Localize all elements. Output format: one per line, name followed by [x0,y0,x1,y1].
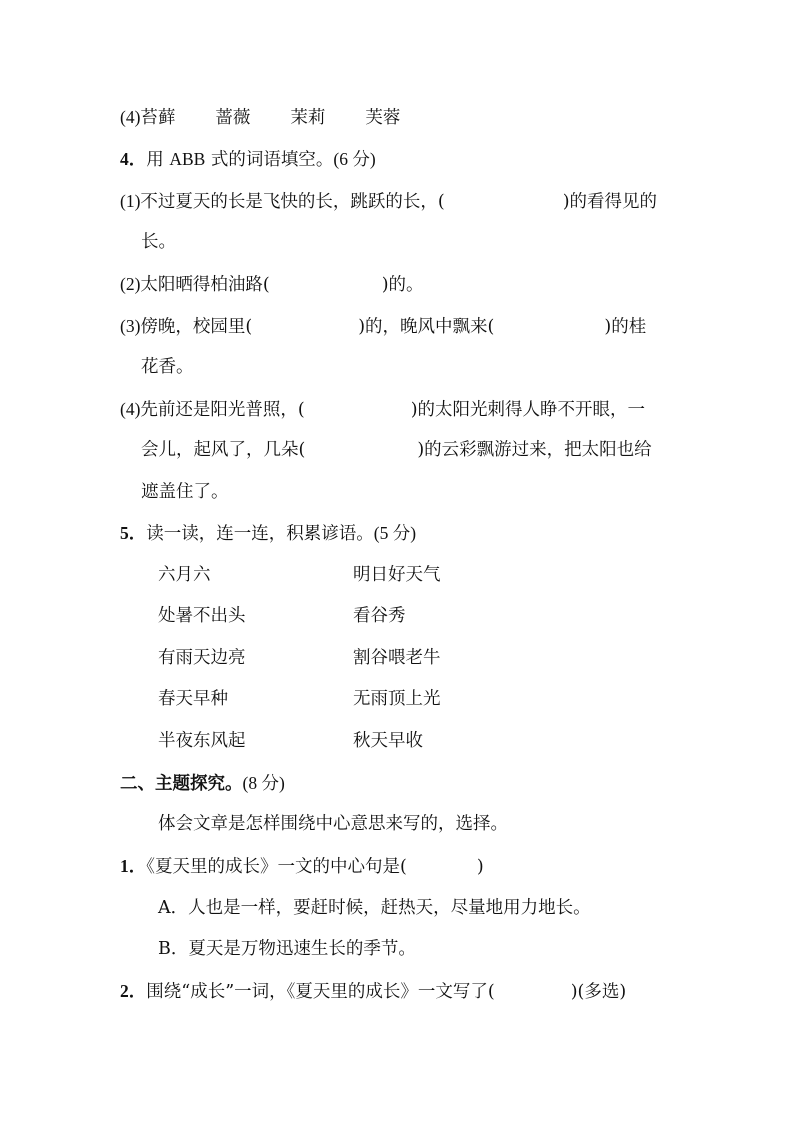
item-text: )的看得见的 [562,192,658,212]
item-text: )的桂 [604,317,647,337]
question-4-heading [120,147,376,172]
item-text: )的，晚风中飘来( [358,317,495,337]
section-title: 二、主题探究。 [120,774,243,794]
item-label: (3) [120,316,141,336]
item-text: )的。 [381,275,424,295]
proverb-left[interactable]: 有雨天边亮 [158,648,246,668]
word: 蔷薇 [215,108,251,128]
q4-item-4-cont2 [141,480,229,504]
prev-q-item-4 [120,105,400,130]
q4-item-3-cont [141,355,194,379]
s2-question-1 [120,854,484,879]
proverb-right[interactable]: 无雨顶上光 [353,689,441,709]
question-prompt: 用 [146,150,170,170]
item-label: (1) [120,191,141,211]
proverb-left[interactable]: 春天早种 [158,689,228,709]
question-number: 2． [120,981,147,1001]
proverb-left[interactable]: 六月六 [158,565,211,585]
s2-question-2 [120,979,626,1004]
q4-item-3 [120,314,646,339]
q4-item-1 [120,189,657,214]
word: 茉莉 [290,108,326,128]
question-number: 4． [120,149,147,169]
item-text: 先前还是阳光普照，( [140,400,305,420]
item-text: 太阳晒得柏油路( [140,275,270,295]
proverb-left[interactable]: 半夜东风起 [158,731,246,751]
q4-item-1-cont [141,230,176,254]
q4-item-2 [120,272,424,297]
proverb-left[interactable]: 处暑不出头 [158,606,246,626]
item-label: (4) [120,107,141,127]
score: (5 分) [373,523,417,543]
item-text: 会儿，起风了，几朵( [141,440,306,460]
option-b[interactable]: B．夏天是万物迅速生长的季节。 [158,939,416,959]
item-label: (2) [120,274,141,294]
question-prompt: 式的词语填空。 [205,150,334,170]
question-5-heading [120,521,416,546]
question-text: 《夏天里的成长》一文的中心句是( [146,857,407,877]
word: 芙蓉 [365,108,401,128]
proverb-right[interactable]: 秋天早收 [353,731,423,751]
item-text: 长。 [141,232,176,252]
option-a[interactable]: A．人也是一样，要赶时候，赶热天，尽量地用力地长。 [158,898,591,918]
proverb-right[interactable]: 看谷秀 [353,606,406,626]
question-text: 围绕“成长”一词，《夏天里的成长》一文写了( [146,982,495,1002]
item-text: )的云彩飘游过来，把太阳也给 [417,440,652,460]
q4-item-4 [120,397,645,422]
section-2-intro: 体会文章是怎样围绕中心意思来写的，选择。 [158,814,508,834]
proverb-right[interactable]: 明日好天气 [353,565,441,585]
item-text: 遮盖住了。 [141,482,229,502]
q4-item-4-cont [141,438,652,462]
question-number: 1． [120,856,147,876]
question-text: ) [476,857,484,877]
score: (8 分) [242,773,285,793]
abb-label: ABB [169,149,206,169]
item-text: 花香。 [141,357,194,377]
question-text: )(多选) [570,982,627,1002]
item-text: 不过夏天的长是飞快的长，跳跃的长，( [140,192,445,212]
question-prompt: 读一读，连一连，积累谚语。 [146,524,374,544]
item-text: )的太阳光刺得人睁不开眼，一 [410,400,646,420]
item-text: 傍晚，校园里( [140,317,253,337]
question-number: 5． [120,523,147,543]
item-label: (4) [120,399,141,419]
score: (6 分) [333,149,376,169]
word: 苔藓 [140,108,176,128]
section-2-heading [120,771,285,796]
proverb-right[interactable]: 割谷喂老牛 [353,648,441,668]
